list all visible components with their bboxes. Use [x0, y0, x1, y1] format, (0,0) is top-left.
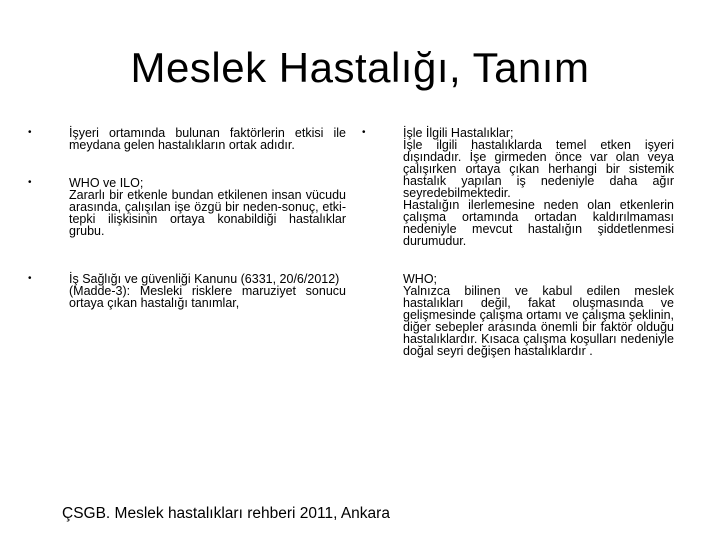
left-bullet-item — [28, 127, 346, 151]
paragraph: Yalnızca bilinen ve kabul edilen meslek hastalıkları değil, fakat oluşmasında ve gelişmesinde çalışma ortamı ve çalışma şeklinin, diğer sebepler arasında önemli bir faktör olduğu hastalıklardır. Kısaca çalışma koşulları nedeniyle doğal seyri değişen hastalıklardır . — [403, 284, 674, 358]
bullet-icon: • — [28, 127, 32, 138]
left-column — [28, 127, 346, 309]
slide-title: Meslek Hastalığı, Tanım — [130, 44, 590, 91]
paragraph: Hastalığın ilerlemesine neden olan etkenlerin çalışma ortamında ortadan kaldırılmaması nedeniyle mevcut hastalığın şiddetlenmesi durumudur. — [403, 198, 674, 248]
right-text-block — [362, 273, 674, 357]
paragraph: WHO ve ILO; — [69, 176, 144, 190]
paragraph: İş Sağlığı ve güvenliği Kanunu (6331, 20/6/2012) — [69, 272, 340, 286]
paragraph: İşle İlgili Hastalıklar; — [403, 126, 514, 140]
bullet-icon: • — [362, 127, 366, 138]
left-bullet-item — [28, 177, 346, 237]
left-bullet-item — [28, 273, 346, 309]
source-footer: ÇSGB. Meslek hastalıkları rehberi 2011, Ankara — [62, 505, 390, 522]
bullet-icon: • — [28, 273, 32, 284]
paragraph: Zararlı bir etkenle bundan etkilenen insan vücudu arasında, çalışılan işe özgü bir neden-sonuç, etki-tepki ilişkisinin ortaya konabildiği hastalıklar grubu. — [69, 188, 346, 238]
paragraph: İşle ilgili hastalıklarda temel etken işyeri dışındadır. İşe girmeden önce var olan veya çalışırken ortaya çıkan herhangi bir sistemik hastalık yapılan iş nedeniyle daha ağır seyredebilmektedir. — [403, 138, 674, 200]
bullet-icon: • — [28, 177, 32, 188]
paragraph: İşyeri ortamında bulunan faktörlerin etkisi ile meydana gelen hastalıkların ortak adıdır. — [69, 126, 346, 152]
right-column — [362, 127, 674, 357]
paragraph: WHO; — [403, 272, 438, 286]
paragraph: (Madde-3): Mesleki risklere maruziyet sonucu ortaya çıkan hastalığı tanımlar, — [69, 284, 346, 310]
right-bullet-item — [362, 127, 674, 247]
